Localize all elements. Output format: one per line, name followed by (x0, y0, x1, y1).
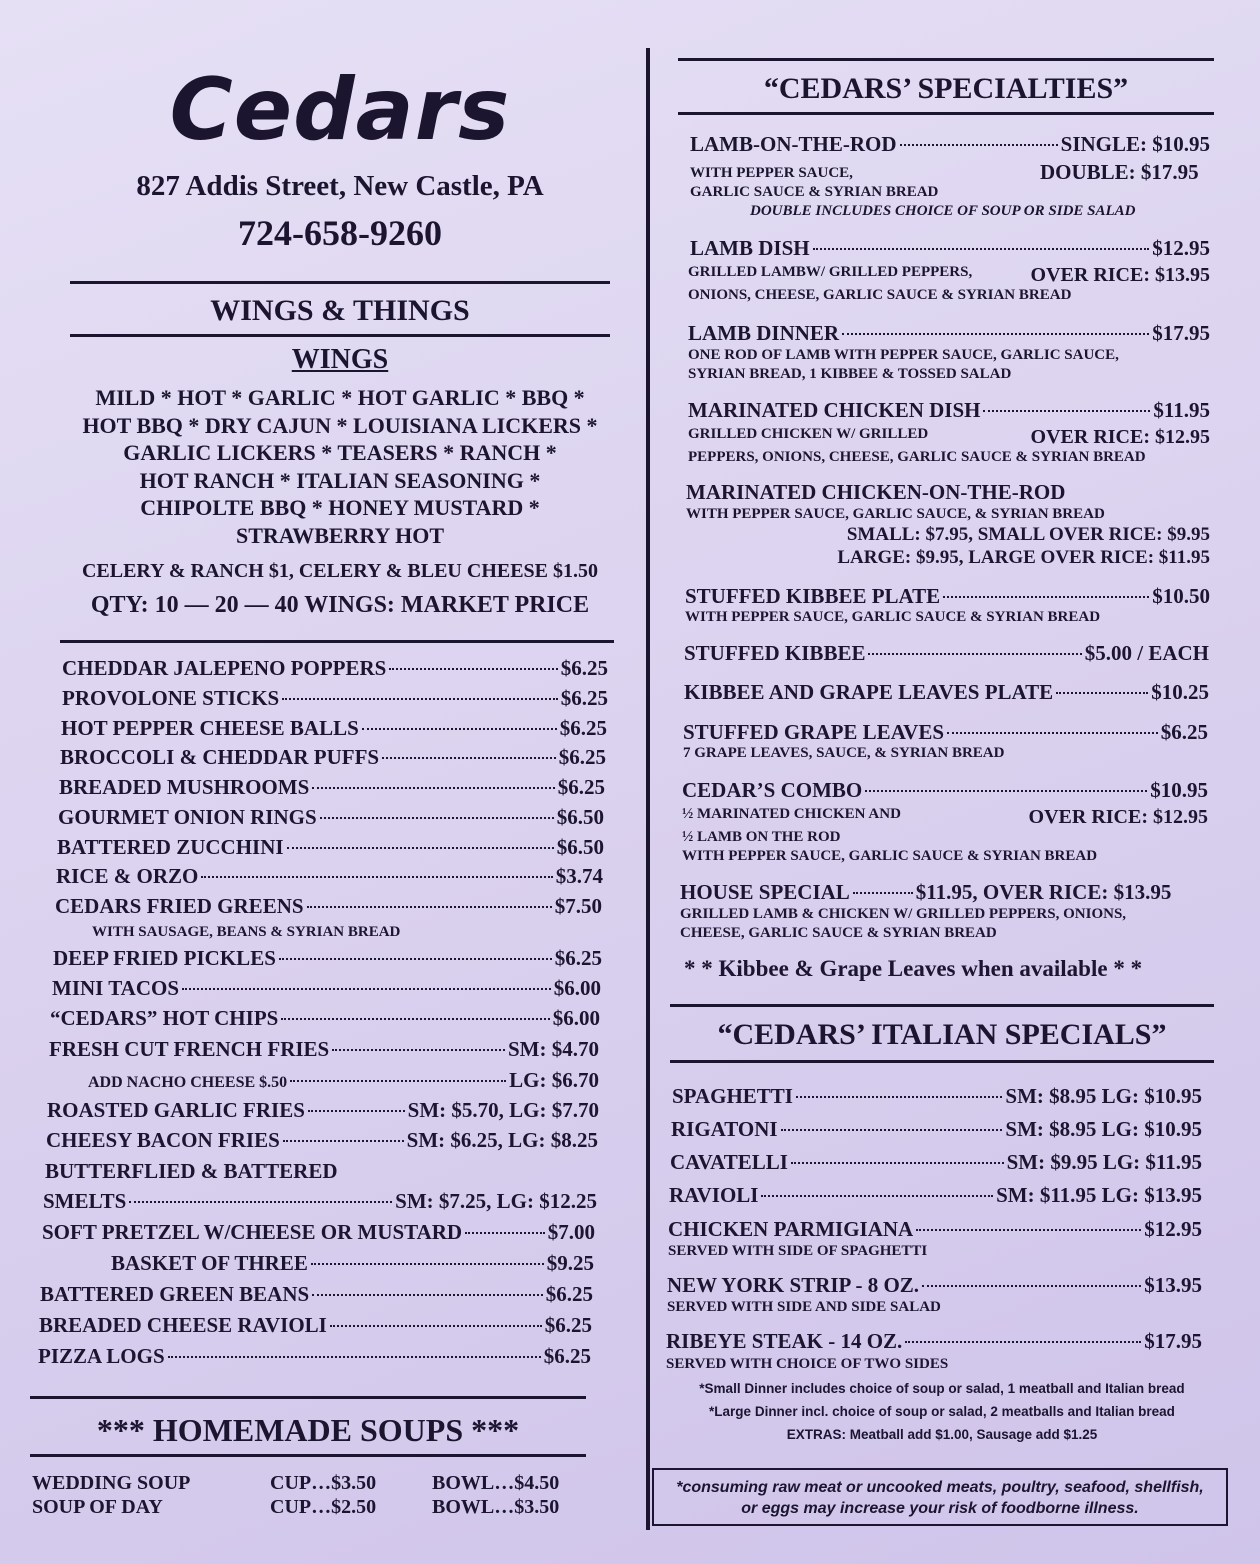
soup-name: WEDDING SOUP (32, 1472, 191, 1494)
menu-item: NEW YORK STRIP - 8 OZ. $13.95 (667, 1273, 1202, 1297)
menu-item: HOT PEPPER CHEESE BALLS $6.25 (61, 716, 607, 740)
rule (30, 1454, 586, 1457)
restaurant-phone: 724-658-9260 (238, 213, 442, 253)
rule (678, 58, 1214, 61)
menu-item: CEDARS FRIED GREENS $7.50 (55, 894, 602, 918)
rule (678, 112, 1214, 115)
menu-item: CHEESY BACON FRIES SM: $6.25, LG: $8.25 (46, 1128, 598, 1152)
item-description: 7 GRAPE LEAVES, SAUCE, & SYRIAN BREAD (683, 745, 1005, 761)
wings-things-title: WINGS & THINGS (210, 294, 470, 327)
item-description: ½ LAMB ON THE ROD (682, 829, 841, 845)
menu-item: BASKET OF THREE $9.25 (111, 1251, 594, 1275)
menu-item: CHEDDAR JALEPENO POPPERS $6.25 (62, 656, 608, 680)
menu-item: RICE & ORZO $3.74 (56, 864, 603, 888)
wings-title: WINGS (291, 344, 389, 375)
soup-name: SOUP OF DAY (32, 1496, 163, 1518)
item-note: DOUBLE INCLUDES CHOICE OF SOUP OR SIDE SALAD (750, 203, 1136, 219)
menu-item: HOUSE SPECIAL $11.95, OVER RICE: $13.95 (680, 880, 1172, 904)
flavor-line: GARLIC LICKERS * TEASERS * RANCH * (123, 440, 557, 465)
menu-item: BROCCOLI & CHEDDAR PUFFS $6.25 (60, 745, 606, 769)
item-description: WITH PEPPER SAUCE, GARLIC SAUCE & SYRIAN BREAD (685, 609, 1101, 625)
menu-item: CHICKEN PARMIGIANA $12.95 (668, 1217, 1202, 1241)
italian-note: *Small Dinner includes choice of soup or salad, 1 meatball and Italian bread (699, 1381, 1185, 1396)
soups-title: *** HOMEMADE SOUPS *** (96, 1412, 520, 1448)
soup-bowl-price: BOWL…$4.50 (432, 1472, 560, 1494)
item-description: WITH PEPPER SAUCE, GARLIC SAUCE, & SYRIAN BREAD (686, 506, 1105, 522)
flavor-line: MILD * HOT * GARLIC * HOT GARLIC * BBQ * (95, 385, 585, 410)
food-safety-warning (652, 1468, 1228, 1526)
item-price: SMALL: $7.95, SMALL OVER RICE: $9.95 (846, 524, 1210, 545)
item-description: WITH PEPPER SAUCE, (690, 165, 853, 181)
italian-title: “CEDARS’ ITALIAN SPECIALS” (717, 1018, 1167, 1051)
menu-item: STUFFED GRAPE LEAVES $6.25 (683, 720, 1208, 744)
italian-note: *Large Dinner incl. choice of soup or salad, 2 meatballs and Italian bread (709, 1404, 1175, 1419)
item-description-row: ½ MARINATED CHICKEN AND OVER RICE: $12.95 (682, 806, 1208, 828)
menu-item: SPAGHETTI SM: $8.95 LG: $10.95 (672, 1084, 1202, 1108)
menu-item: ADD NACHO CHEESE $.50 LG: $6.70 (88, 1068, 599, 1092)
menu-item: FRESH CUT FRENCH FRIES SM: $4.70 (49, 1037, 599, 1061)
item-description: SERVED WITH SIDE AND SIDE SALAD (667, 1299, 941, 1315)
rule (670, 1060, 1214, 1063)
menu-item: RAVIOLI SM: $11.95 LG: $13.95 (669, 1183, 1202, 1207)
item-description: ONE ROD OF LAMB WITH PEPPER SAUCE, GARLIC SAUCE, (688, 347, 1119, 363)
menu-item: BATTERED GREEN BEANS $6.25 (40, 1282, 593, 1306)
menu-item: KIBBEE AND GRAPE LEAVES PLATE $10.25 (684, 680, 1209, 704)
flavor-line: STRAWBERRY HOT (235, 522, 445, 548)
menu-item: GOURMET ONION RINGS $6.50 (58, 805, 604, 829)
menu-item: DEEP FRIED PICKLES $6.25 (53, 946, 602, 970)
item-description: GRILLED LAMB & CHICKEN W/ GRILLED PEPPERS, ONIONS, (680, 906, 1127, 922)
rule (70, 281, 610, 284)
rule (60, 640, 614, 643)
soup-cup-price: CUP…$3.50 (270, 1472, 377, 1494)
rule (30, 1396, 586, 1399)
menu-item: MINI TACOS $6.00 (52, 976, 601, 1000)
menu-item: BREADED CHEESE RAVIOLI $6.25 (39, 1313, 592, 1337)
restaurant-logo: Cedars (169, 60, 511, 160)
wing-quantity: QTY: 10 — 20 — 40 WINGS: MARKET PRICE (90, 592, 590, 618)
availability-note: * * Kibbee & Grape Leaves when available * * (684, 956, 1143, 981)
warning-line: *consuming raw meat or uncooked meats, poultry, seafood, shellfish, (676, 1479, 1204, 1496)
menu-item: RIBEYE STEAK - 14 OZ. $17.95 (666, 1329, 1202, 1353)
menu-item: CEDAR’S COMBO $10.95 (682, 778, 1208, 802)
menu-item: RIGATONI SM: $8.95 LG: $10.95 (671, 1117, 1202, 1141)
item-price: DOUBLE: $17.95 (1040, 160, 1199, 184)
flavor-line: HOT BBQ * DRY CAJUN * LOUISIANA LICKERS * (82, 412, 598, 438)
menu-item: BATTERED ZUCCHINI $6.50 (57, 835, 604, 859)
item-price: LARGE: $9.95, LARGE OVER RICE: $11.95 (837, 547, 1210, 568)
menu-item: MARINATED CHICKEN DISH $11.95 (688, 398, 1210, 422)
rule (70, 334, 610, 337)
soup-cup-price: CUP…$2.50 (270, 1496, 377, 1518)
menu-item: MARINATED CHICKEN-ON-THE-ROD (686, 480, 1066, 504)
menu-item: LAMB DINNER $17.95 (688, 321, 1210, 345)
item-description-row: GRILLED LAMBW/ GRILLED PEPPERS, OVER RICE: $13.95 (688, 264, 1210, 286)
warning-line: or eggs may increase your risk of foodborne illness. (741, 1500, 1139, 1517)
menu-item: CAVATELLI SM: $9.95 LG: $11.95 (670, 1150, 1202, 1174)
item-description: SERVED WITH CHOICE OF TWO SIDES (666, 1356, 949, 1372)
soup-bowl-price: BOWL…$3.50 (432, 1496, 560, 1518)
item-description: SERVED WITH SIDE OF SPAGHETTI (668, 1243, 928, 1259)
menu-item: PROVOLONE STICKS $6.25 (62, 686, 608, 710)
menu-item: BREADED MUSHROOMS $6.25 (59, 775, 605, 799)
item-description: PEPPERS, ONIONS, CHEESE, GARLIC SAUCE & SYRIAN BREAD (688, 449, 1146, 465)
specialties-title: “CEDARS’ SPECIALTIES” (763, 72, 1129, 105)
menu-item: “CEDARS” HOT CHIPS $6.00 (50, 1006, 600, 1030)
flavor-line: CHIPOLTE BBQ * HONEY MUSTARD * (140, 495, 540, 520)
column-divider (646, 48, 650, 1530)
rule (670, 1004, 1214, 1007)
menu-item: PIZZA LOGS $6.25 (38, 1344, 591, 1368)
item-description: GARLIC SAUCE & SYRIAN BREAD (690, 184, 939, 200)
flavor-line: HOT RANCH * ITALIAN SEASONING * (139, 467, 541, 493)
restaurant-address: 827 Addis Street, New Castle, PA (136, 170, 544, 202)
menu-item: LAMB-ON-THE-ROD SINGLE: $10.95 (690, 132, 1210, 156)
menu-item: SMELTS SM: $7.25, LG: $12.25 (43, 1189, 597, 1213)
menu-item: STUFFED KIBBEE $5.00 / EACH (684, 641, 1209, 665)
item-description: SYRIAN BREAD, 1 KIBBEE & TOSSED SALAD (688, 366, 1012, 382)
item-description: WITH SAUSAGE, BEANS & SYRIAN BREAD (92, 924, 401, 940)
menu-item: SOFT PRETZEL W/CHEESE OR MUSTARD $7.00 (42, 1220, 595, 1244)
celery-prices: CELERY & RANCH $1, CELERY & BLEU CHEESE $1.50 (81, 560, 599, 582)
item-description: CHEESE, GARLIC SAUCE & SYRIAN BREAD (680, 925, 997, 941)
menu-item: ROASTED GARLIC FRIES SM: $5.70, LG: $7.70 (47, 1098, 599, 1122)
menu-item-heading: BUTTERFLIED & BATTERED (45, 1159, 338, 1183)
wing-flavors (60, 384, 620, 549)
item-description: WITH PEPPER SAUCE, GARLIC SAUCE & SYRIAN BREAD (682, 848, 1098, 864)
item-description: ONIONS, CHEESE, GARLIC SAUCE & SYRIAN BREAD (688, 287, 1072, 303)
italian-extras: EXTRAS: Meatball add $1.00, Sausage add $1.25 (786, 1427, 1098, 1442)
menu-item: LAMB DISH $12.95 (690, 236, 1210, 260)
item-description-row: GRILLED CHICKEN W/ GRILLED OVER RICE: $12.95 (688, 426, 1210, 448)
menu-item: STUFFED KIBBEE PLATE $10.50 (685, 584, 1210, 608)
